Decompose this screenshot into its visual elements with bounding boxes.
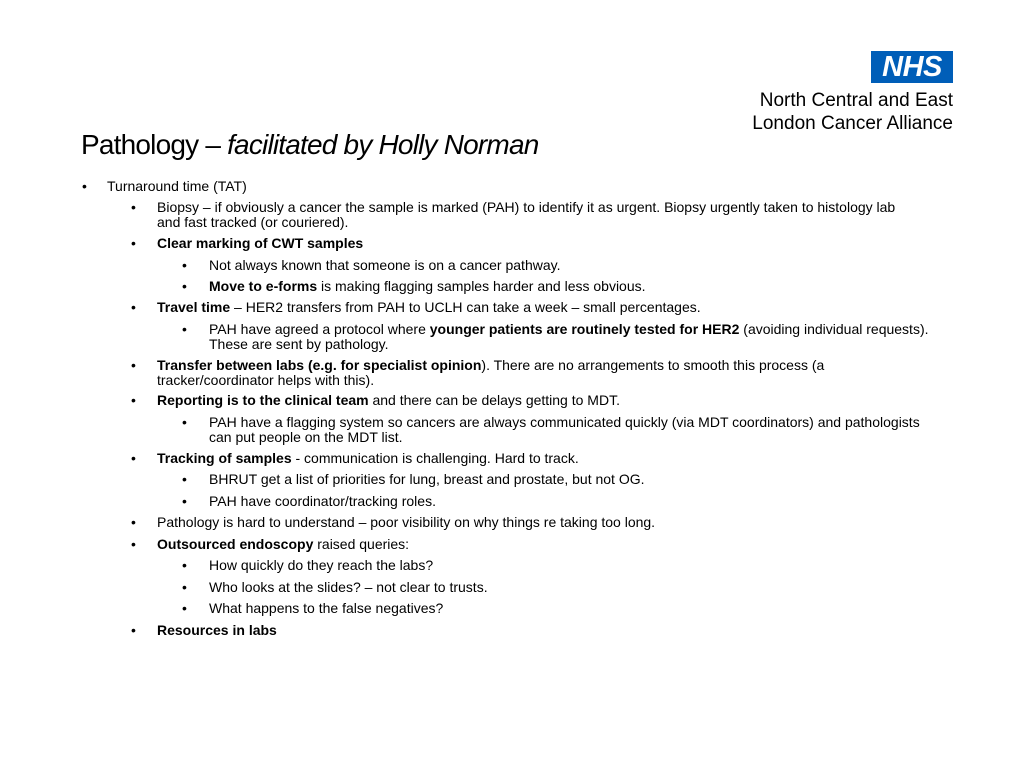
org-name-line1: North Central and East [759,90,953,111]
list-item [131,450,917,466]
bullet-icon: • [131,357,136,373]
bullet-icon: • [131,536,136,552]
bullet-icon: • [182,579,187,595]
bullet-icon: • [182,257,187,273]
item-text: Turnaround time (TAT) [107,178,247,194]
item-text: - communication is challenging. Hard to track. [291,450,579,466]
list-item [131,299,917,315]
list-item [82,178,967,194]
title-main: Pathology – [81,129,228,160]
item-text-bold: younger patients are routinely tested for HER2 [429,321,740,337]
list-item [131,514,917,530]
list-item [182,493,929,509]
bullet-icon: • [131,392,136,408]
item-text: Who looks at the slides? – not clear to trusts. [209,579,488,595]
list-item [182,471,929,487]
item-text: is making flagging samples harder and less obvious. [317,278,646,294]
title-facilitator: facilitated by Holly Norman [227,129,539,160]
item-text-bold: Transfer between labs (e.g. for specialist opinion [157,357,482,373]
item-text-bold: Move to e-forms [209,278,318,294]
item-text: PAH have a flagging system so cancers are always communicated quickly (via MDT coordinators) and pathologists can put people on the MDT list. [209,414,920,445]
bullet-icon: • [131,299,136,315]
item-text: and there can be delays getting to MDT. [368,392,620,408]
item-text-bold: Tracking of samples [157,450,292,466]
bullet-icon: • [131,450,136,466]
bullet-icon: • [182,321,187,337]
list-item [182,257,929,273]
item-text: (avoiding individual requests). These are sent by pathology. [209,321,929,352]
bullet-icon: • [131,235,136,251]
list-item [182,579,929,595]
item-text: raised queries: [313,536,410,552]
list-item [131,199,917,230]
list-item [182,557,929,573]
item-text: Biopsy – if obviously a cancer the sample is marked (PAH) to identify it as urgent. Biopsy urgently taken to histology lab and fast tracked (or couriered). [157,199,896,230]
item-text: Not always known that someone is on a cancer pathway. [209,257,561,273]
bullet-icon: • [131,622,136,638]
item-text-bold: Outsourced endoscopy [157,536,314,552]
organisation-name [752,89,953,135]
item-text: PAH have agreed a protocol where [209,321,430,337]
bullet-icon: • [182,414,187,430]
bullet-icon: • [131,199,136,215]
slide-title [81,128,539,162]
item-text: PAH have coordinator/tracking roles. [209,493,436,509]
list-item [131,536,917,552]
item-text-bold: Travel time [157,299,231,315]
bullet-icon: • [182,278,187,294]
item-text: Resources in labs [157,622,277,638]
list-item [131,235,917,251]
list-item [131,622,917,638]
item-text-bold: Reporting is to the clinical team [157,392,369,408]
item-text: Pathology is hard to understand – poor visibility on why things re taking too long. [157,514,656,530]
org-name-line2: London Cancer Alliance [752,113,953,134]
bullet-icon: • [82,178,87,194]
list-item [131,357,917,388]
nhs-logo: NHS [871,51,953,83]
item-text: ). There are no arrangements to smooth this process (a tracker/coordinator helps with this). [157,357,825,388]
item-text: How quickly do they reach the labs? [209,557,434,573]
bullet-icon: • [182,600,187,616]
list-item [182,278,929,294]
list-item [182,600,929,616]
list-item [182,414,929,445]
bullet-icon: • [182,557,187,573]
list-item [131,392,917,408]
bullet-icon: • [182,471,187,487]
bullet-icon: • [182,493,187,509]
item-text: Clear marking of CWT samples [157,235,364,251]
list-item [182,321,929,352]
item-text: BHRUT get a list of priorities for lung, breast and prostate, but not OG. [209,471,645,487]
bullet-icon: • [131,514,136,530]
item-text: – HER2 transfers from PAH to UCLH can take a week – small percentages. [230,299,701,315]
item-text: What happens to the false negatives? [209,600,444,616]
